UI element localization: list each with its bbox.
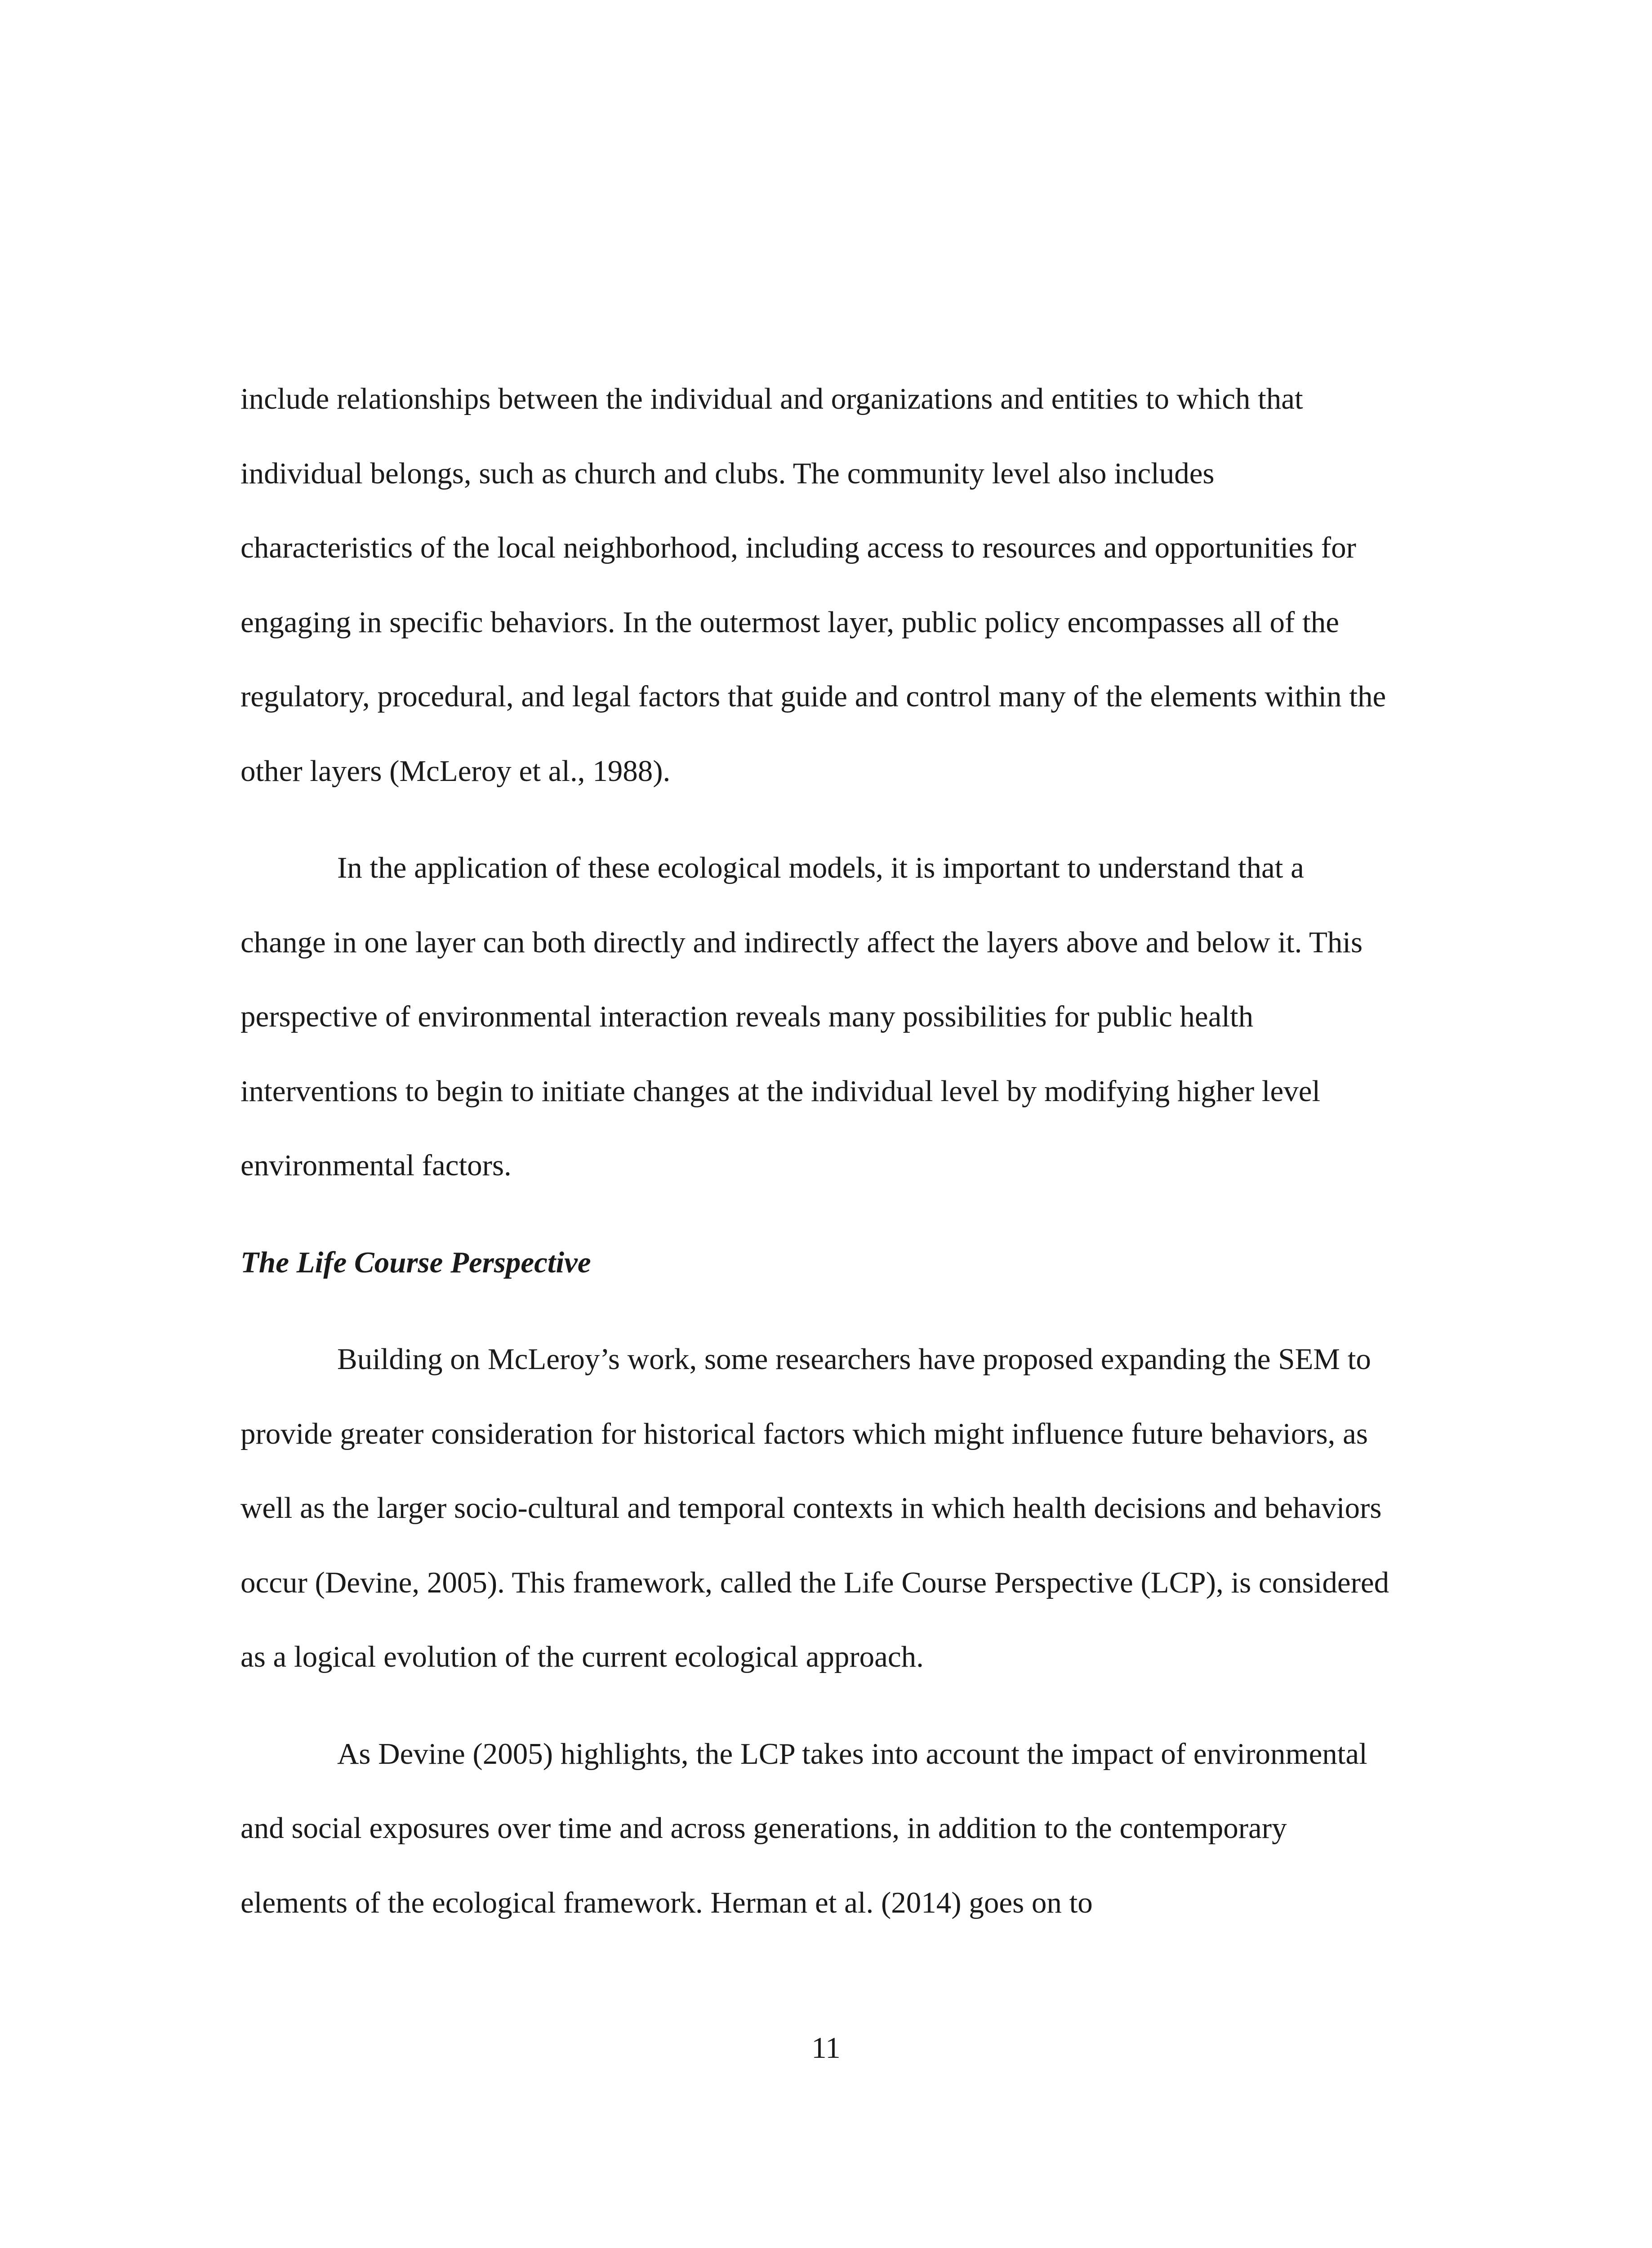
paragraph-gap <box>240 1695 1391 1717</box>
paragraph-gap <box>240 1300 1391 1322</box>
paragraph-gap <box>240 1203 1391 1226</box>
page-number: 11 <box>811 2031 841 2065</box>
paragraph-3: Building on McLeroy’s work, some researchers have proposed expanding the SEM to provide greater consideration for historical factors which might influence future behaviors, as well as the larger socio-cultural and temporal contexts in which health decisions and behaviors occur (Devine, 2005). This framework, called the Life Course Perspective (LCP), is considered as a logical evolution of the current ecological approach. <box>240 1343 1389 1673</box>
section-heading: The Life Course Perspective <box>240 1245 591 1279</box>
paragraph-gap <box>240 808 1391 831</box>
paragraph-4: As Devine (2005) highlights, the LCP takes into account the impact of environmental and social exposures over time and across generations, in addition to the contemporary elements of the ecological framework. Herman et al. (2014) goes on to <box>240 1737 1367 1919</box>
body-text <box>240 362 1391 1940</box>
paragraph-2: In the application of these ecological models, it is important to understand that a change in one layer can both directly and indirectly affect the layers above and below it. This perspective of environmental interaction reveals many possibilities for public health interventions to begin to initiate changes at the individual level by modifying higher level environmental factors. <box>240 851 1363 1182</box>
paragraph-1: include relationships between the individual and organizations and entities to which that individual belongs, such as church and clubs. The community level also includes characteristics of the local neighborhood, including access to resources and opportunities for engaging in specific behaviors. In the outermost layer, public policy encompasses all of the regulatory, procedural, and legal factors that guide and control many of the elements within the other layers (McLeroy et al., 1988). <box>240 382 1386 788</box>
